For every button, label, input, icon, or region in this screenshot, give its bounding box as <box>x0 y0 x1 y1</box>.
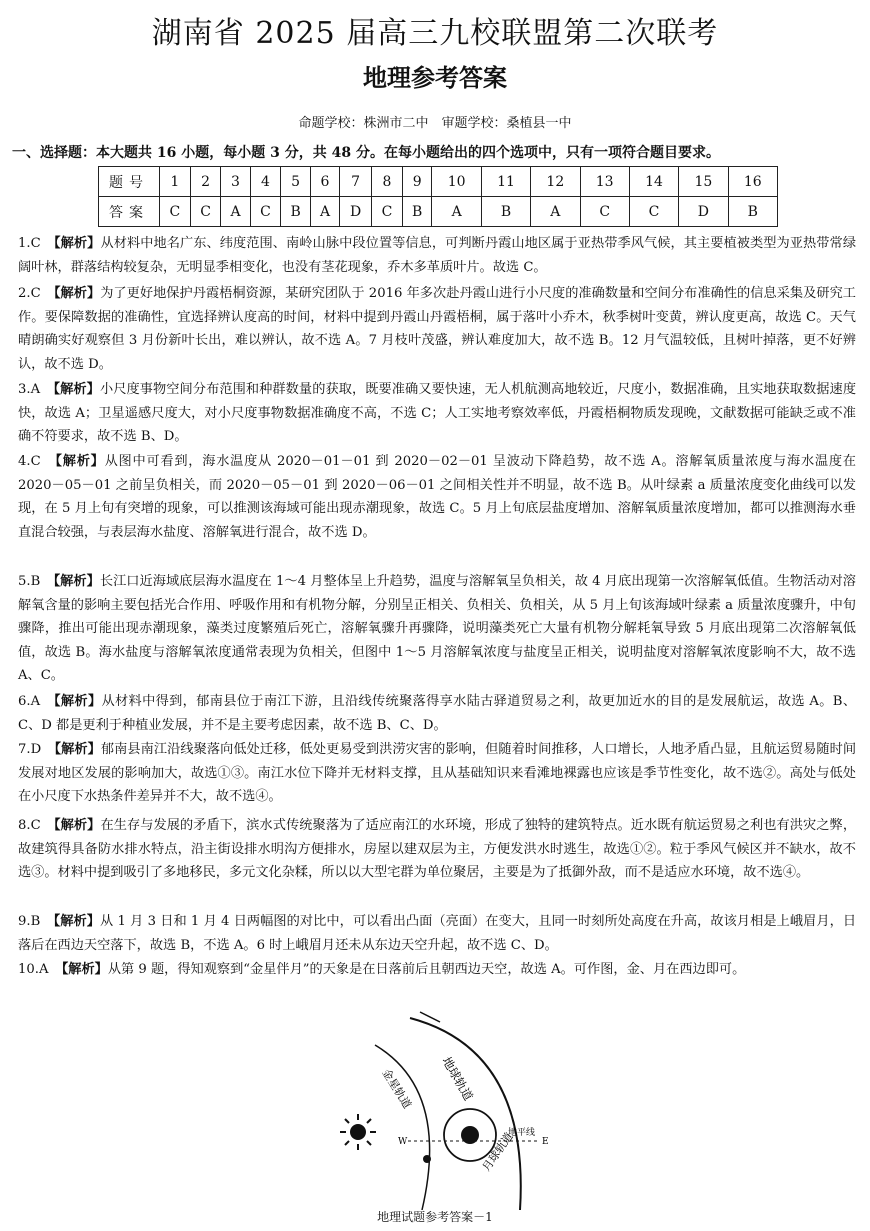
explanation-item-8 <box>18 814 856 885</box>
answer-cell: C <box>160 197 191 227</box>
question-number-cell: 14 <box>629 167 678 197</box>
venus-marker <box>423 1155 431 1163</box>
question-number-cell: 4 <box>250 167 281 197</box>
item-text: 从第 9 题，得知观察到“金星伴月”的天象是在日落前后且朝西边天空，故选 A。可作图，金、月在西边即可。 <box>107 962 746 977</box>
page-title: 湖南省 2025 届高三九校联盟第二次联考 <box>151 16 719 51</box>
answer-cell: A <box>531 197 580 227</box>
question-number-cell: 10 <box>432 167 481 197</box>
moon-orbit-label: 月球轨道 <box>479 1130 516 1174</box>
question-number-cell: 16 <box>728 167 777 197</box>
page-subtitle: 地理参考答案 <box>363 63 507 92</box>
question-number-cell: 13 <box>580 167 629 197</box>
earth-orbit-line <box>410 1018 521 1210</box>
question-number-cell: 9 <box>402 167 432 197</box>
explanation-item-7 <box>18 738 856 809</box>
item-tag: 【解析】 <box>53 914 100 929</box>
answer-cell: B <box>402 197 432 227</box>
item-text: 从 1 月 3 日和 1 月 4 日两幅图的对比中，可以看出凸面（亮面）在变大，且同一时刻所处高度在升高，故该月相是上峨眉月，日落后在西边天空落下，故选 B，不选 A。6 时上峨眉月还未从东边天空升起，故不选 C、D。 <box>18 914 857 953</box>
explanation-item-3 <box>18 378 856 449</box>
item-number: 3.A <box>18 382 41 397</box>
venus-orbit-label: 金星轨道 <box>379 1066 414 1111</box>
item-tag: 【解析】 <box>53 382 100 397</box>
question-number-cell: 3 <box>221 167 250 197</box>
question-number-cell: 7 <box>340 167 372 197</box>
explanation-item-5 <box>18 570 856 688</box>
row-label-answer: 答案 <box>99 197 160 227</box>
answer-cell: B <box>728 197 777 227</box>
item-number: 7.D <box>18 742 42 757</box>
earth-orbit-tick <box>420 1012 440 1022</box>
answer-cell: A <box>221 197 250 227</box>
explanation-item-4 <box>18 450 856 544</box>
item-number: 5.B <box>18 574 41 589</box>
item-number: 4.C <box>18 454 41 469</box>
item-text: 在生存与发展的矛盾下，滨水式传统聚落为了适应南江的水环境，形成了独特的建筑特点。近水既有航运贸易之利也有洪灾之弊，故建筑得具备防水排水特点，沿主街设排水明沟方便排水，房屋以建双层为主，方便发洪水时逃生，故选①②。粒于季风气候区并不缺水，故不选③。材料中提到吸引了多地移民，多元文化杂糅，所以以大型宅群为单位聚居，主要是为了抵御外敌，而不是适应水环境，故不选④。 <box>18 818 857 881</box>
answer-table-number-row <box>99 167 778 197</box>
answer-cell: C <box>372 197 403 227</box>
question-number-cell: 6 <box>310 167 339 197</box>
item-text: 郁南县南江沿线聚落向低处迁移，低处更易受到洪涝灾害的影响，但随着时间推移，人口增长，人地矛盾凸显，且航运贸易随时间发展对地区发展的影响加大，故选①③。南江水位下降并无材料支撑，且从基础知识来看滩地裸露也应该是季节性变化，故不选②。高处与低处在小尺度下水热条件差异并不大，故不选④。 <box>18 742 857 805</box>
east-label: E <box>542 1137 549 1147</box>
item-tag: 【解析】 <box>54 818 101 833</box>
explanation-item-2 <box>18 282 856 376</box>
item-text: 为了更好地保护丹霞梧桐资源，某研究团队于 2016 年多次赴丹霞山进行小尺度的准确数量和空间分布准确性的信息采集及研究工作。要保障数据的准确性，宜选择辨认度高的时间，材料中提到丹霞山丹霞梧桐，属于落叶小乔木，秋季树叶变黄，辨认度更高，故选 C。天气晴朗确实好观察但 3 月份新叶长出，难以辨认，故不选 A。7 月枝叶茂盛，辨认难度加大，故不选 B。12 月气温较低，且树叶掉落，更不好辨认，故不选 D。 <box>18 286 856 372</box>
item-text: 从材料中地名广东、纬度范围、南岭山脉中段位置等信息，可判断丹霞山地区属于亚热带季风气候，其主要植被类型为亚热带常绿阔叶林，群落结构较复杂，无明显季相变化，也没有茎花现象，乔木多革质叶片。故选 C。 <box>18 236 857 275</box>
answer-cell: C <box>250 197 281 227</box>
venus-moon-diagram <box>330 1010 570 1210</box>
item-tag: 【解析】 <box>55 454 105 469</box>
sun-icon <box>340 1114 376 1150</box>
item-tag: 【解析】 <box>53 286 101 301</box>
item-text: 小尺度事物空间分布范围和种群数量的获取，既要准确又要快速，无人机航测高地较近，尺度小，数据准确，且实地获取数据速度快，故选 A；卫星遥感尺度大，对小尺度事物数据准确度不高，不选 C；人工实地考察效率低，丹霞梧桐物质发现晚，文献数据可能缺乏或不准确不符要求，故不选 B、D。 <box>18 382 857 445</box>
item-tag: 【解析】 <box>53 694 102 709</box>
item-number: 9.B <box>18 914 41 929</box>
answer-cell: C <box>629 197 678 227</box>
explanation-item-10 <box>18 958 856 982</box>
question-number-cell: 2 <box>190 167 221 197</box>
item-tag: 【解析】 <box>53 574 100 589</box>
item-text: 长江口近海域底层海水温度在 1～4 月整体呈上升趋势，温度与溶解氧呈负相关，故 4 月底出现第一次溶解氧低值。生物活动对溶解氧含量的影响主要包括光合作用、呼吸作用和有机物分解，分别呈正相关、负相关、负相关，从 5 月上旬该海域叶绿素 a 质量浓度骤升，中旬骤降，推出可能出现赤潮现象，藻类过度繁殖后死亡，溶解氧骤升再骤降，说明藻类死亡大量有机物分解耗氧导致 5 月底出现第二次溶解氧低值，故选 B。海水盐度与溶解氧浓度通常表现为负相关，但图中 1～5 月溶解氧浓度与盐度呈正相关，说明盐度对溶解氧浓度影响不大，故不选 A、C。 <box>18 574 856 684</box>
item-number: 8.C <box>18 818 41 833</box>
answer-table-answer-row <box>99 197 778 227</box>
answer-cell: C <box>190 197 221 227</box>
explanation-item-9 <box>18 910 856 957</box>
credits-line: 命题学校：株洲市二中 审题学校：桑植县一中 <box>298 116 572 131</box>
item-number: 10.A <box>18 962 49 977</box>
horizon-label: 地平线 <box>508 1128 536 1138</box>
page-footer: 地理试题参考答案－1 <box>377 1210 493 1224</box>
question-number-cell: 8 <box>372 167 403 197</box>
explanation-item-6 <box>18 690 856 737</box>
answer-cell: A <box>310 197 339 227</box>
item-number: 6.A <box>18 694 41 709</box>
answer-cell: B <box>281 197 311 227</box>
item-tag: 【解析】 <box>54 236 101 251</box>
question-number-cell: 11 <box>481 167 530 197</box>
answer-cell: A <box>432 197 481 227</box>
answer-table <box>98 166 778 227</box>
question-number-cell: 1 <box>160 167 191 197</box>
earth-orbit-label: 地球轨道 <box>439 1054 476 1104</box>
question-number-cell: 5 <box>281 167 311 197</box>
row-label-number: 题号 <box>99 167 160 197</box>
venus-orbit-line <box>375 1045 430 1210</box>
item-tag: 【解析】 <box>61 962 108 977</box>
answer-cell: D <box>340 197 372 227</box>
item-number: 1.C <box>18 236 41 251</box>
item-text: 从图中可看到，海水温度从 2020－01－01 到 2020－02－01 呈波动下降趋势，故不选 A。溶解氧质量浓度与海水温度在 2020－05－01 之前呈负相关，而 2020－05－01 到 2020－06－01 之间相关性并不明显，故不选 B。从叶绿素 a 质量浓度变化曲线可以发现，在 5 月上旬有突增的现象，可以推测该海域可能出现赤潮现象，故选 C。5 月上旬底层盐度增加、溶解氧质量浓度增加，都可以推测海水垂直混合较强，与表层海水盐度、溶解氧进行混合，故不选 D。 <box>18 454 856 540</box>
item-number: 2.C <box>18 286 41 301</box>
answer-cell: B <box>481 197 530 227</box>
item-tag: 【解析】 <box>54 742 101 757</box>
question-number-cell: 12 <box>531 167 580 197</box>
item-text: 从材料中得到，郁南县位于南江下游，且沿线传统聚落得享水陆古驿道贸易之利，故更加近水的目的是发展航运，故选 A。B、C、D 都是更利于种植业发展，并不是主要考虑因素，故不选 B、C、D。 <box>18 694 857 733</box>
section-heading: 一、选择题：本大题共 16 小题，每小题 3 分，共 48 分。在每小题给出的四个选项中，只有一项符合题目要求。 <box>12 145 720 161</box>
answer-cell: C <box>580 197 629 227</box>
west-label: W <box>398 1137 408 1147</box>
explanation-item-1 <box>18 232 856 279</box>
question-number-cell: 15 <box>679 167 728 197</box>
answer-cell: D <box>679 197 728 227</box>
